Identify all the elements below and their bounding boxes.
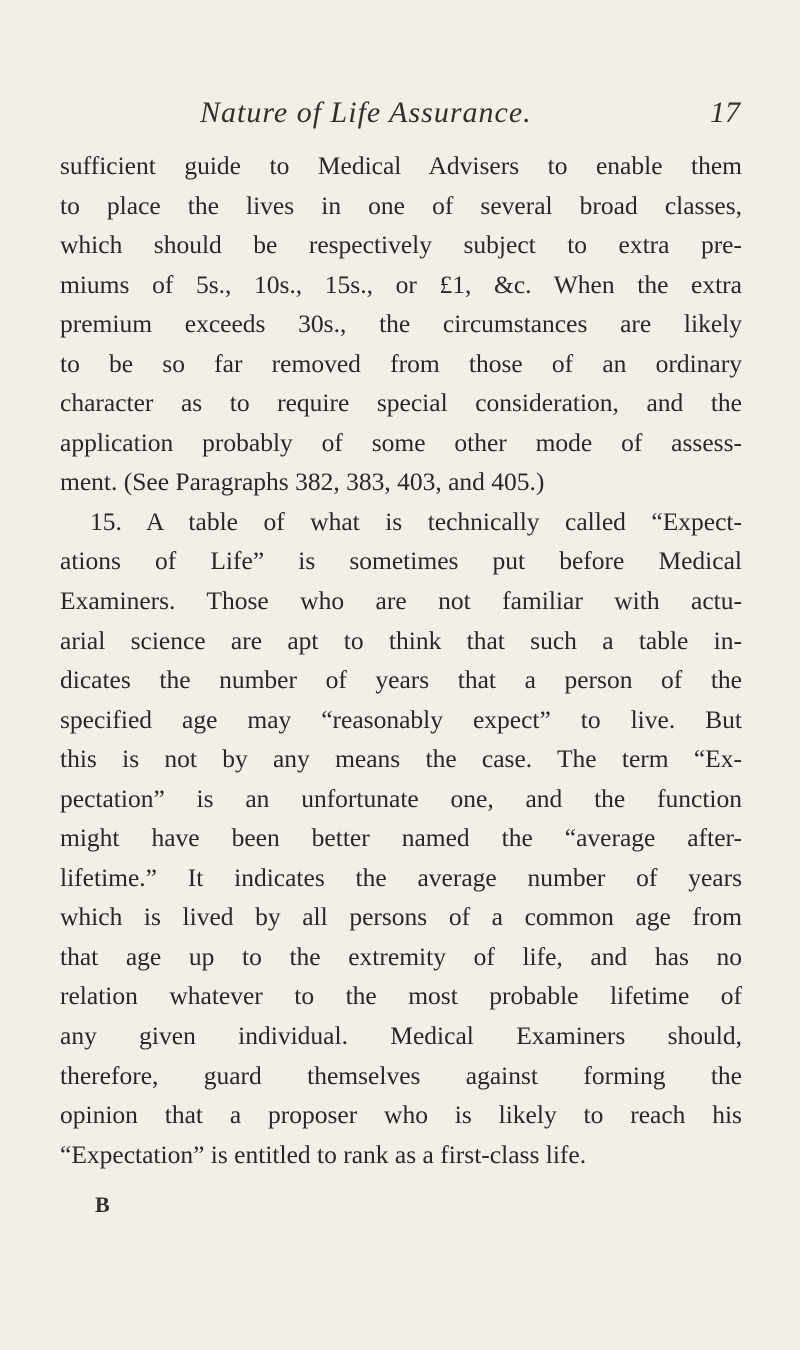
text-line: arial science are apt to think that such a table in- (60, 625, 742, 655)
text-line: to be so far removed from those of an ordinary (60, 348, 742, 378)
text-line: this is not by any means the case. The term “Ex- (60, 744, 742, 774)
text-line: might have been better named the “average after- (60, 823, 742, 853)
text-line: miums of 5s., 10s., 15s., or £1, &c. When the extra (60, 269, 742, 299)
text-line: which is lived by all persons of a common age from (60, 902, 742, 932)
text-line: therefore, guard themselves against forming the (60, 1060, 742, 1090)
text-line: ment. (See Paragraphs 382, 383, 403, and 405.) (60, 467, 545, 497)
text-line: Examiners. Those who are not familiar with actu- (60, 586, 742, 616)
text-line: dicates the number of years that a person of the (60, 665, 742, 695)
text-line: specified age may “reasonably expect” to live. But (60, 704, 742, 734)
text-line: which should be respectively subject to extra pre- (60, 230, 742, 260)
signature-mark: B (95, 1192, 110, 1217)
page-number: 17 (710, 96, 740, 129)
text-line: premium exceeds 30s., the circumstances are likely (60, 309, 742, 339)
text-line: character as to require special consideration, and the (60, 388, 742, 418)
text-line: application probably of some other mode of assess- (60, 427, 742, 457)
text-line: ations of Life” is sometimes put before Medical (60, 546, 742, 576)
text-line: “Expectation” is entitled to rank as a first-class life. (60, 1139, 587, 1169)
running-title: Nature of Life Assurance. (200, 96, 532, 129)
text-line: relation whatever to the most probable lifetime of (60, 981, 742, 1011)
running-head (200, 96, 740, 136)
text-line: lifetime.” It indicates the average number of years (60, 862, 742, 892)
text-line: to place the lives in one of several broad classes, (60, 190, 742, 220)
text-line: any given individual. Medical Examiners should, (60, 1021, 742, 1051)
body-text (60, 146, 742, 1174)
text-line: that age up to the extremity of life, and has no (60, 941, 742, 971)
paragraph-start-line: 15. A table of what is technically called “Expect- (90, 506, 742, 536)
text-line: pectation” is an unfortunate one, and the function (60, 783, 742, 813)
text-line: sufficient guide to Medical Advisers to enable them (60, 151, 742, 180)
text-line: opinion that a proposer who is likely to reach his (60, 1100, 742, 1130)
